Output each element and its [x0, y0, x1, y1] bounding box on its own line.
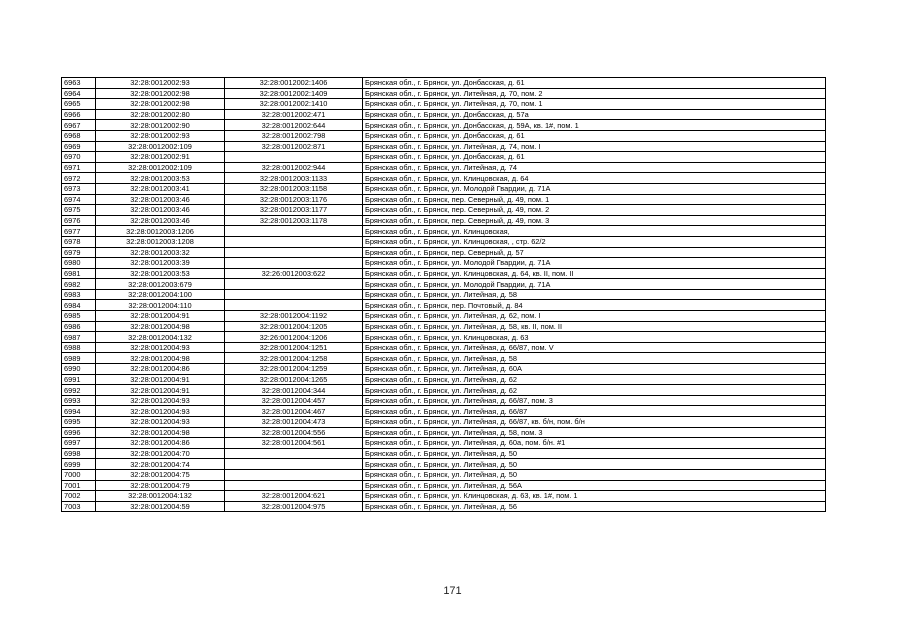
- row-number-cell: 6982: [62, 279, 96, 290]
- cadastral-number-cell: 32:28:0012002:109: [96, 141, 225, 152]
- cadastral-number-cell: 32:28:0012003:1206: [96, 226, 225, 237]
- table-row: [62, 279, 826, 290]
- sub-cadastral-number-cell: 32:28:0012004:1205: [225, 321, 363, 332]
- table-row: [62, 173, 826, 184]
- table-row: [62, 501, 826, 512]
- table-row: [62, 448, 826, 459]
- row-number-cell: 6978: [62, 236, 96, 247]
- cadastral-number-cell: 32:28:0012003:32: [96, 247, 225, 258]
- sub-cadastral-number-cell: [225, 258, 363, 269]
- sub-cadastral-number-cell: [225, 152, 363, 163]
- row-number-cell: 6991: [62, 374, 96, 385]
- table-row: [62, 374, 826, 385]
- address-cell: Брянская обл., г. Брянск, ул. Литейная, д. 56А: [363, 480, 826, 491]
- address-cell: Брянская обл., г. Брянск, ул. Литейная, д. 56: [363, 501, 826, 512]
- row-number-cell: 6967: [62, 120, 96, 131]
- address-cell: Брянская обл., г. Брянск, ул. Литейная, д. 62: [363, 374, 826, 385]
- table-row: [62, 289, 826, 300]
- table-row: [62, 130, 826, 141]
- cadastral-number-cell: 32:28:0012004:93: [96, 417, 225, 428]
- row-number-cell: 6973: [62, 183, 96, 194]
- sub-cadastral-number-cell: 32:28:0012002:871: [225, 141, 363, 152]
- address-cell: Брянская обл., г. Брянск, ул. Литейная, д. 62: [363, 385, 826, 396]
- address-cell: Брянская обл., г. Брянск, ул. Донбасская, д. 61: [363, 152, 826, 163]
- address-cell: Брянская обл., г. Брянск, ул. Литейная, д. 74: [363, 162, 826, 173]
- table-row: [62, 332, 826, 343]
- cadastral-number-cell: 32:28:0012002:109: [96, 162, 225, 173]
- sub-cadastral-number-cell: 32:28:0012004:457: [225, 395, 363, 406]
- address-cell: Брянская обл., г. Брянск, ул. Донбасская, д. 61: [363, 78, 826, 89]
- table-row: [62, 205, 826, 216]
- table-row: [62, 88, 826, 99]
- table-row: [62, 141, 826, 152]
- address-cell: Брянская обл., г. Брянск, ул. Клинцовская, д. 64, кв. II, пом. II: [363, 268, 826, 279]
- cadastral-number-cell: 32:28:0012004:98: [96, 353, 225, 364]
- sub-cadastral-number-cell: 32:28:0012004:1251: [225, 342, 363, 353]
- sub-cadastral-number-cell: [225, 300, 363, 311]
- table-row: [62, 417, 826, 428]
- table-row: [62, 311, 826, 322]
- address-cell: Брянская обл., г. Брянск, ул. Литейная, д. 74, пом. I: [363, 141, 826, 152]
- address-cell: Брянская обл., г. Брянск, ул. Литейная, д. 70, пом. 2: [363, 88, 826, 99]
- cadastral-number-cell: 32:28:0012004:98: [96, 321, 225, 332]
- row-number-cell: 6971: [62, 162, 96, 173]
- cadastral-number-cell: 32:28:0012002:90: [96, 120, 225, 131]
- cadastral-number-cell: 32:28:0012004:91: [96, 311, 225, 322]
- row-number-cell: 6965: [62, 99, 96, 110]
- row-number-cell: 7003: [62, 501, 96, 512]
- sub-cadastral-number-cell: 32:28:0012002:944: [225, 162, 363, 173]
- address-cell: Брянская обл., г. Брянск, ул. Молодой Гвардии, д. 71А: [363, 183, 826, 194]
- sub-cadastral-number-cell: 32:28:0012004:1258: [225, 353, 363, 364]
- sub-cadastral-number-cell: 32:28:0012004:1192: [225, 311, 363, 322]
- sub-cadastral-number-cell: 32:28:0012004:344: [225, 385, 363, 396]
- address-cell: Брянская обл., г. Брянск, ул. Клинцовская, д. 63: [363, 332, 826, 343]
- address-cell: Брянская обл., г. Брянск, ул. Литейная, д. 66/87, пом. V: [363, 342, 826, 353]
- cadastral-number-cell: 32:28:0012002:93: [96, 130, 225, 141]
- cadastral-number-cell: 32:28:0012004:93: [96, 342, 225, 353]
- row-number-cell: 6975: [62, 205, 96, 216]
- row-number-cell: 6979: [62, 247, 96, 258]
- table-row: [62, 353, 826, 364]
- cadastral-number-cell: 32:28:0012004:132: [96, 491, 225, 502]
- sub-cadastral-number-cell: 32:28:0012002:1409: [225, 88, 363, 99]
- table-row: [62, 247, 826, 258]
- table-row: [62, 427, 826, 438]
- address-cell: Брянская обл., г. Брянск, пер. Почтовый, д. 84: [363, 300, 826, 311]
- address-cell: Брянская обл., г. Брянск, ул. Литейная, д. 66/87: [363, 406, 826, 417]
- table-row: [62, 152, 826, 163]
- row-number-cell: 6998: [62, 448, 96, 459]
- row-number-cell: 6976: [62, 215, 96, 226]
- sub-cadastral-number-cell: 32:28:0012002:798: [225, 130, 363, 141]
- address-cell: Брянская обл., г. Брянск, ул. Молодой Гвардии, д. 71А: [363, 258, 826, 269]
- table-row: [62, 395, 826, 406]
- sub-cadastral-number-cell: [225, 469, 363, 480]
- cadastral-number-cell: 32:28:0012004:70: [96, 448, 225, 459]
- cadastral-number-cell: 32:28:0012004:74: [96, 459, 225, 470]
- row-number-cell: 6981: [62, 268, 96, 279]
- cadastral-number-cell: 32:28:0012002:93: [96, 78, 225, 89]
- table-row: [62, 406, 826, 417]
- cadastral-number-cell: 32:28:0012003:53: [96, 173, 225, 184]
- cadastral-number-cell: 32:28:0012004:91: [96, 385, 225, 396]
- address-cell: Брянская обл., г. Брянск, ул. Литейная, д. 50: [363, 469, 826, 480]
- sub-cadastral-number-cell: [225, 480, 363, 491]
- cadastral-number-cell: 32:28:0012003:679: [96, 279, 225, 290]
- sub-cadastral-number-cell: 32:28:0012003:1158: [225, 183, 363, 194]
- cadastral-number-cell: 32:28:0012004:79: [96, 480, 225, 491]
- table-row: [62, 162, 826, 173]
- table-row: [62, 469, 826, 480]
- sub-cadastral-number-cell: [225, 247, 363, 258]
- address-cell: Брянская обл., г. Брянск, пер. Северный, д. 49, пом. 2: [363, 205, 826, 216]
- sub-cadastral-number-cell: 32:28:0012002:1406: [225, 78, 363, 89]
- row-number-cell: 6996: [62, 427, 96, 438]
- row-number-cell: 6995: [62, 417, 96, 428]
- row-number-cell: 6999: [62, 459, 96, 470]
- row-number-cell: 7002: [62, 491, 96, 502]
- cadastral-number-cell: 32:28:0012004:59: [96, 501, 225, 512]
- sub-cadastral-number-cell: [225, 289, 363, 300]
- address-cell: Брянская обл., г. Брянск, ул. Клинцовская, д. 63, кв. 1#, пом. 1: [363, 491, 826, 502]
- cadastral-number-cell: 32:28:0012003:1208: [96, 236, 225, 247]
- sub-cadastral-number-cell: [225, 236, 363, 247]
- cadastral-number-cell: 32:28:0012004:98: [96, 427, 225, 438]
- sub-cadastral-number-cell: 32:28:0012002:644: [225, 120, 363, 131]
- cadastral-number-cell: 32:28:0012003:46: [96, 194, 225, 205]
- cadastral-number-cell: 32:28:0012003:53: [96, 268, 225, 279]
- cadastral-number-cell: 32:28:0012004:110: [96, 300, 225, 311]
- table-row: [62, 226, 826, 237]
- table-row: [62, 480, 826, 491]
- cadastral-number-cell: 32:28:0012004:132: [96, 332, 225, 343]
- table-row: [62, 364, 826, 375]
- property-registry-table: [61, 77, 826, 512]
- sub-cadastral-number-cell: 32:28:0012002:1410: [225, 99, 363, 110]
- row-number-cell: 6985: [62, 311, 96, 322]
- row-number-cell: 7000: [62, 469, 96, 480]
- address-cell: Брянская обл., г. Брянск, пер. Северный, д. 57: [363, 247, 826, 258]
- sub-cadastral-number-cell: 32:28:0012004:556: [225, 427, 363, 438]
- address-cell: Брянская обл., г. Брянск, ул. Литейная, д. 60а, пом. б/н. #1: [363, 438, 826, 449]
- address-cell: Брянская обл., г. Брянск, ул. Молодой Гвардии, д. 71А: [363, 279, 826, 290]
- table-row: [62, 321, 826, 332]
- sub-cadastral-number-cell: 32:28:0012004:467: [225, 406, 363, 417]
- row-number-cell: 6993: [62, 395, 96, 406]
- table-row: [62, 194, 826, 205]
- sub-cadastral-number-cell: 32:28:0012004:473: [225, 417, 363, 428]
- cadastral-number-cell: 32:28:0012004:93: [96, 406, 225, 417]
- row-number-cell: 6977: [62, 226, 96, 237]
- address-cell: Брянская обл., г. Брянск, ул. Донбасская, д. 59А, кв. 1#, пом. 1: [363, 120, 826, 131]
- sub-cadastral-number-cell: [225, 279, 363, 290]
- table-row: [62, 385, 826, 396]
- sub-cadastral-number-cell: 32:28:0012003:1133: [225, 173, 363, 184]
- sub-cadastral-number-cell: 32:28:0012002:471: [225, 109, 363, 120]
- row-number-cell: 6970: [62, 152, 96, 163]
- cadastral-number-cell: 32:28:0012004:100: [96, 289, 225, 300]
- row-number-cell: 6997: [62, 438, 96, 449]
- sub-cadastral-number-cell: 32:28:0012004:975: [225, 501, 363, 512]
- cadastral-number-cell: 32:28:0012003:46: [96, 215, 225, 226]
- cadastral-number-cell: 32:28:0012004:93: [96, 395, 225, 406]
- row-number-cell: 6989: [62, 353, 96, 364]
- sub-cadastral-number-cell: 32:26:0012003:622: [225, 268, 363, 279]
- address-cell: Брянская обл., г. Брянск, ул. Литейная, д. 50: [363, 459, 826, 470]
- sub-cadastral-number-cell: 32:28:0012003:1176: [225, 194, 363, 205]
- sub-cadastral-number-cell: 32:28:0012004:1259: [225, 364, 363, 375]
- row-number-cell: 6983: [62, 289, 96, 300]
- cadastral-number-cell: 32:28:0012002:91: [96, 152, 225, 163]
- address-cell: Брянская обл., г. Брянск, ул. Донбасская, д. 61: [363, 130, 826, 141]
- row-number-cell: 6968: [62, 130, 96, 141]
- table-row: [62, 183, 826, 194]
- table-row: [62, 236, 826, 247]
- sub-cadastral-number-cell: 32:28:0012004:621: [225, 491, 363, 502]
- row-number-cell: 6980: [62, 258, 96, 269]
- cadastral-number-cell: 32:28:0012002:98: [96, 99, 225, 110]
- address-cell: Брянская обл., г. Брянск, пер. Северный, д. 49, пом. 1: [363, 194, 826, 205]
- row-number-cell: 6988: [62, 342, 96, 353]
- sub-cadastral-number-cell: 32:28:0012003:1177: [225, 205, 363, 216]
- row-number-cell: 6990: [62, 364, 96, 375]
- sub-cadastral-number-cell: 32:28:0012003:1178: [225, 215, 363, 226]
- table-row: [62, 438, 826, 449]
- sub-cadastral-number-cell: [225, 459, 363, 470]
- address-cell: Брянская обл., г. Брянск, ул. Клинцовская, , стр. 62/2: [363, 236, 826, 247]
- address-cell: Брянская обл., г. Брянск, ул. Литейная, д. 66/87, кв. б/н, пом. б/н: [363, 417, 826, 428]
- sub-cadastral-number-cell: 32:26:0012004:1206: [225, 332, 363, 343]
- cadastral-number-cell: 32:28:0012004:75: [96, 469, 225, 480]
- cadastral-number-cell: 32:28:0012003:39: [96, 258, 225, 269]
- sub-cadastral-number-cell: 32:28:0012004:1265: [225, 374, 363, 385]
- table-row: [62, 491, 826, 502]
- sub-cadastral-number-cell: 32:28:0012004:561: [225, 438, 363, 449]
- table-row: [62, 258, 826, 269]
- cadastral-number-cell: 32:28:0012003:46: [96, 205, 225, 216]
- address-cell: Брянская обл., г. Брянск, ул. Литейная, д. 66/87, пом. 3: [363, 395, 826, 406]
- row-number-cell: 6972: [62, 173, 96, 184]
- cadastral-number-cell: 32:28:0012004:86: [96, 364, 225, 375]
- address-cell: Брянская обл., г. Брянск, ул. Литейная, д. 58: [363, 289, 826, 300]
- row-number-cell: 6966: [62, 109, 96, 120]
- address-cell: Брянская обл., г. Брянск, ул. Клинцовская, д. 64: [363, 173, 826, 184]
- row-number-cell: 6984: [62, 300, 96, 311]
- cadastral-number-cell: 32:28:0012004:91: [96, 374, 225, 385]
- address-cell: Брянская обл., г. Брянск, ул. Литейная, д. 58, кв. II, пом. II: [363, 321, 826, 332]
- row-number-cell: 6987: [62, 332, 96, 343]
- table-row: [62, 268, 826, 279]
- table-row: [62, 300, 826, 311]
- table-row: [62, 459, 826, 470]
- address-cell: Брянская обл., г. Брянск, ул. Литейная, д. 50: [363, 448, 826, 459]
- row-number-cell: 6994: [62, 406, 96, 417]
- row-number-cell: 6974: [62, 194, 96, 205]
- table-row: [62, 78, 826, 89]
- address-cell: Брянская обл., г. Брянск, ул. Литейная, д. 70, пом. 1: [363, 99, 826, 110]
- address-cell: Брянская обл., г. Брянск, ул. Литейная, д. 58: [363, 353, 826, 364]
- row-number-cell: 6992: [62, 385, 96, 396]
- address-cell: Брянская обл., г. Брянск, ул. Клинцовская,: [363, 226, 826, 237]
- row-number-cell: 6986: [62, 321, 96, 332]
- page-number: 171: [443, 585, 462, 597]
- row-number-cell: 6969: [62, 141, 96, 152]
- sub-cadastral-number-cell: [225, 226, 363, 237]
- cadastral-number-cell: 32:28:0012002:98: [96, 88, 225, 99]
- address-cell: Брянская обл., г. Брянск, ул. Литейная, д. 62, пом. I: [363, 311, 826, 322]
- sub-cadastral-number-cell: [225, 448, 363, 459]
- cadastral-number-cell: 32:28:0012002:80: [96, 109, 225, 120]
- table-row: [62, 99, 826, 110]
- address-cell: Брянская обл., г. Брянск, ул. Литейная, д. 60А: [363, 364, 826, 375]
- row-number-cell: 6963: [62, 78, 96, 89]
- address-cell: Брянская обл., г. Брянск, ул. Донбасская, д. 57а: [363, 109, 826, 120]
- table-row: [62, 120, 826, 131]
- row-number-cell: 6964: [62, 88, 96, 99]
- address-cell: Брянская обл., г. Брянск, ул. Литейная, д. 58, пом. 3: [363, 427, 826, 438]
- cadastral-number-cell: 32:28:0012004:86: [96, 438, 225, 449]
- table-row: [62, 342, 826, 353]
- row-number-cell: 7001: [62, 480, 96, 491]
- cadastral-number-cell: 32:28:0012003:41: [96, 183, 225, 194]
- table-row: [62, 109, 826, 120]
- table-row: [62, 215, 826, 226]
- registry-table-body: [62, 78, 826, 512]
- address-cell: Брянская обл., г. Брянск, пер. Северный, д. 49, пом. 3: [363, 215, 826, 226]
